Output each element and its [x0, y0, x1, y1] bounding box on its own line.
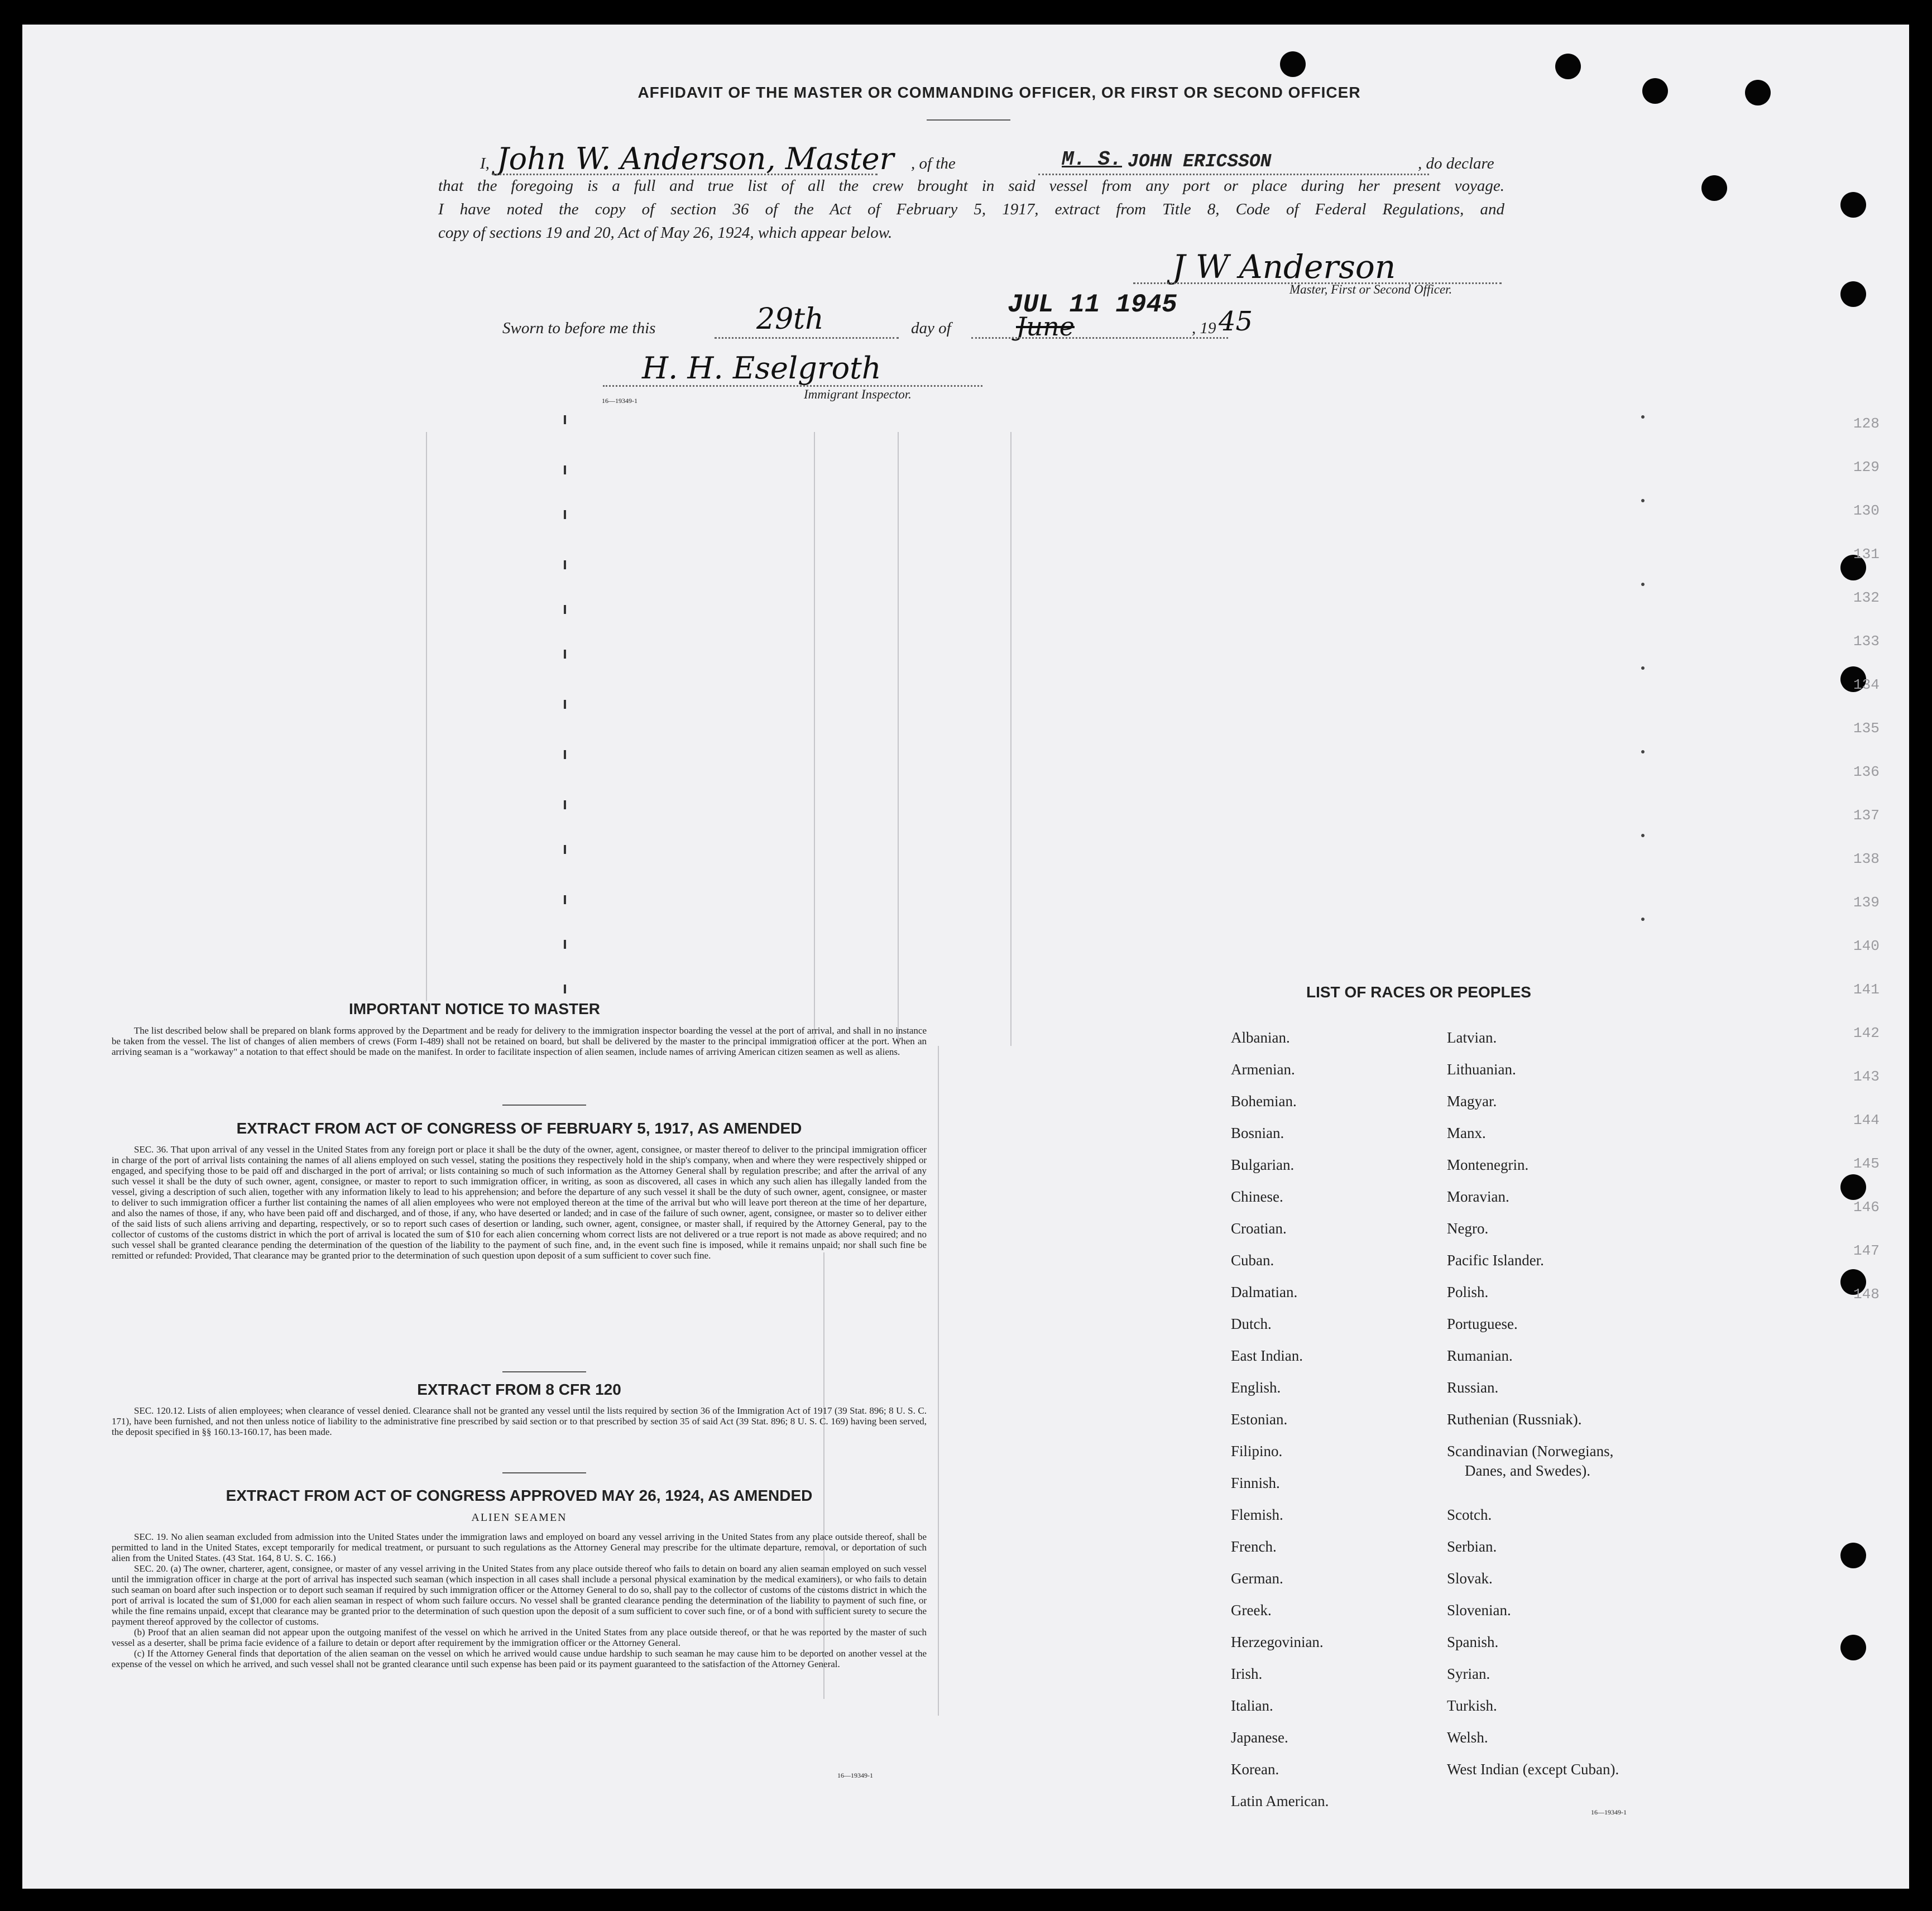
race-item: Spanish.	[1447, 1634, 1499, 1650]
day-field-line	[715, 337, 899, 339]
section-divider	[502, 1472, 586, 1473]
race-item: Bosnian.	[1231, 1125, 1284, 1141]
extract-cfr-title: EXTRACT FROM 8 CFR 120	[417, 1381, 621, 1398]
column-tick	[564, 800, 566, 809]
column-tick	[564, 415, 566, 424]
dot-mark	[1641, 834, 1645, 837]
master-signature: J W Anderson	[1172, 248, 1396, 286]
body-line: that the foregoing is a full and true list of all the crew brought in said vessel from any port or place during her present voyage.	[438, 177, 1504, 195]
column-rule	[426, 432, 427, 1001]
sec-19-text: SEC. 19. No alien seaman excluded from admission into the United States under the immigration laws and employed on board any vessel arriving in the United States from any place outside thereof, shall be permitted to land in the United States, except temporarily for medical treatment, or pursuant to such regulations as the Attorney General may prescribe for the ultimate departure, removal, or deportation of such alien from the United States. (43 Stat. 164, 8 U. S. C. 166.)	[112, 1531, 927, 1563]
race-item: Slovak.	[1447, 1570, 1493, 1587]
day-handwritten: 29th	[756, 303, 824, 336]
i-label: I,	[480, 155, 490, 172]
race-item: Latvian.	[1447, 1029, 1497, 1046]
signer-handwritten: John W. Anderson, Master	[497, 141, 894, 176]
sec-20c-text: (c) If the Attorney General finds that deportation of the alien seaman on the vessel on which he arrived would cause undue hardship to such seaman he may cause him to be deported on another vessel at the expense of the vessel on which he arrived, and such vessel shall not be granted clearance until such expense has been paid or its payment guaranteed to the satisfaction of the Attorney General.	[112, 1648, 927, 1669]
punch-hole	[1642, 78, 1668, 104]
race-item: Negro.	[1447, 1220, 1489, 1237]
race-item: West Indian (except Cuban).	[1447, 1761, 1619, 1778]
race-item: Bohemian.	[1231, 1093, 1297, 1110]
column-tick	[564, 985, 566, 993]
section-divider	[502, 1371, 586, 1372]
line-number: 129	[1853, 459, 1880, 476]
line-number: 148	[1853, 1286, 1880, 1303]
line-number: 132	[1853, 589, 1880, 606]
race-item: Rumanian.	[1447, 1347, 1513, 1364]
line-number: 144	[1853, 1112, 1880, 1129]
dot-mark	[1641, 750, 1645, 753]
line-number: 141	[1853, 981, 1880, 998]
line-number: 143	[1853, 1068, 1880, 1085]
affidavit-title: AFFIDAVIT OF THE MASTER OR COMMANDING OFFICER, OR FIRST OR SECOND OFFICER	[637, 84, 1361, 101]
race-item: Estonian.	[1231, 1411, 1288, 1428]
year-prefix: , 19	[1192, 319, 1216, 337]
column-tick	[564, 895, 566, 904]
punch-hole	[1840, 1174, 1866, 1200]
race-item: Herzegovinian.	[1231, 1634, 1324, 1650]
sec-20b-text: (b) Proof that an alien seaman did not appear upon the outgoing manifest of the vessel on which he arrived in the United States from any place outside thereof, or that he was reported by the master of such vessel as a deserter, shall be prima facie evidence of a failure to detain or deport after requirement by the immigration officer or the Attorney General.	[112, 1627, 927, 1648]
inspector-signature: H. H. Eselgroth	[642, 350, 881, 386]
dot-mark	[1641, 415, 1645, 419]
column-rule	[898, 432, 899, 1046]
extract-cfr-body: SEC. 120.12. Lists of alien employees; when clearance of vessel denied. Clearance shall not be granted any vessel until the lists required by section 36 of the Immigration Act of 1917 (39 Stat. 896; 8 U. S. C. 171), have been furnished, and not then unless notice of liability to the administrative fine prescribed by said section or to that prescribed by section 35 of said Act (39 Stat. 896; 8 U. S. C. 169) having been served, the deposit specified in §§ 160.13-160.17, has been made.	[112, 1405, 927, 1437]
race-item: Lithuanian.	[1447, 1061, 1516, 1078]
race-item: Polish.	[1447, 1284, 1489, 1300]
of-the-label: , of the	[911, 155, 956, 172]
column-tick	[564, 750, 566, 759]
race-item: Irish.	[1231, 1665, 1263, 1682]
extract-1917-title: EXTRACT FROM ACT OF CONGRESS OF FEBRUARY 5, 1917, AS AMENDED	[236, 1120, 802, 1137]
race-item: Japanese.	[1231, 1729, 1288, 1746]
line-number: 139	[1853, 894, 1880, 911]
column-rule	[1010, 432, 1011, 1046]
form-number: 16—19349-1	[602, 397, 637, 405]
column-tick	[564, 700, 566, 709]
body-line: I have noted the copy of section 36 of the Act of February 5, 1917, extract from Title 8, Code of Federal Regulations, and	[438, 200, 1504, 218]
races-right-column	[1447, 1029, 1760, 1866]
races-left-column	[1231, 1029, 1443, 1866]
punch-hole	[1840, 1635, 1866, 1660]
body-line: copy of sections 19 and 20, Act of May 26, 1924, which appear below.	[438, 224, 893, 242]
race-item: Croatian.	[1231, 1220, 1287, 1237]
extract-1917-body: SEC. 36. That upon arrival of any vessel in the United States from any foreign port or place it shall be the duty of the owner, agent, consignee, or master thereof to deliver to the principal immigration officer in charge of the port of arrival lists containing the names of all aliens employed on such vessel, stating the positions they respectively hold in the ship's company, when and where they were respectively shipped or engaged, and specifying those to be paid off and discharged in the port of arrival; or lists containing so much of such information as the Attorney General shall by regulation prescribe; and after the arrival of any such vessel it shall be the duty of such owner, agent, consignee, or master to report to such immigration officer, in writing, as soon as discovered, all cases in which any such alien has illegally landed from the vessel, giving a description of such alien, together with any information likely to lead to his apprehension; and before the departure of any such vessel it shall be the duty of such owner, agent, consignee, or master to deliver to such immigration officer a further list containing the names of all alien employees who were not employed thereon at the time of the arrival but who will leave port thereon at the time of her departure, and also the names of those, if any, who have been paid off and discharged, and of those, if any, who have deserted or landed; and in case of the failure of such owner, agent, consignee, or master so to deliver either of the said lists of such aliens arriving and departing, respectively, or so to report such cases of desertion or landing, such owner, agent, consignee, or master shall, if required by the Attorney General, pay to the collector of customs of the customs district in which the port of arrival is located the sum of $10 for each alien concerning whom correct lists are not delivered or a true report is not made as above required; and no such vessel shall be granted clearance pending the determination of the question of the liability to the payment of such fine, and, in the event such fine is imposed, while it remains unpaid; nor shall such fine be remitted or refunded: Provided, That clearance may be granted prior to the determination of such question upon deposit of a sum sufficient to cover such fine.	[112, 1144, 927, 1261]
race-item: English.	[1231, 1379, 1281, 1396]
inspector-signature-line	[603, 385, 982, 387]
race-item: Portuguese.	[1447, 1315, 1518, 1332]
vessel-name: JOHN ERICSSON	[1128, 151, 1272, 172]
column-tick	[564, 940, 566, 949]
dot-mark	[1641, 499, 1645, 502]
punch-hole	[1840, 192, 1866, 218]
races-title: LIST OF RACES OR PEOPLES	[1306, 983, 1531, 1001]
line-number: 137	[1853, 807, 1880, 824]
race-item: Pacific Islander.	[1447, 1252, 1544, 1269]
line-number: 142	[1853, 1025, 1880, 1041]
race-item: Dutch.	[1231, 1315, 1272, 1332]
declaration-body	[438, 174, 1504, 244]
line-number: 130	[1853, 502, 1880, 519]
line-number: 135	[1853, 720, 1880, 737]
manifest-page	[22, 25, 1909, 1889]
race-item: Dalmatian.	[1231, 1284, 1298, 1300]
race-item: Albanian.	[1231, 1029, 1290, 1046]
form-number: 16—19349-1	[837, 1771, 873, 1779]
line-number: 147	[1853, 1242, 1880, 1259]
form-number: 16—19349-1	[1591, 1808, 1627, 1816]
column-rule	[938, 1046, 939, 1716]
race-item: Magyar.	[1447, 1093, 1497, 1110]
day-of-label: day of	[911, 319, 951, 337]
race-item: Syrian.	[1447, 1665, 1490, 1682]
race-item: Welsh.	[1447, 1729, 1488, 1746]
race-item: Turkish.	[1447, 1697, 1497, 1714]
date-stamp: JUL 11 1945	[1008, 290, 1177, 319]
notice-title: IMPORTANT NOTICE TO MASTER	[348, 1000, 601, 1017]
line-number: 146	[1853, 1199, 1880, 1216]
column-tick	[564, 605, 566, 614]
race-item: Greek.	[1231, 1602, 1272, 1619]
race-item: Serbian.	[1447, 1538, 1497, 1555]
race-item: Ruthenian (Russniak).	[1447, 1411, 1582, 1428]
alien-seamen-subtitle: ALIEN SEAMEN	[471, 1511, 567, 1524]
race-item: Moravian.	[1447, 1188, 1509, 1205]
race-item: Flemish.	[1231, 1506, 1283, 1523]
title-divider	[927, 119, 1010, 121]
punch-hole	[1701, 175, 1727, 201]
race-item: Scotch.	[1447, 1506, 1492, 1523]
line-number: 140	[1853, 938, 1880, 954]
column-tick	[564, 560, 566, 569]
column-rule	[814, 432, 815, 1046]
race-item: Latin American.	[1231, 1793, 1329, 1809]
line-number: 131	[1853, 546, 1880, 563]
master-caption: Master, First or Second Officer.	[1289, 282, 1452, 296]
race-item: Korean.	[1231, 1761, 1279, 1778]
line-number: 145	[1853, 1155, 1880, 1172]
race-item: East Indian.	[1231, 1347, 1303, 1364]
race-item: Chinese.	[1231, 1188, 1283, 1205]
punch-hole	[1840, 281, 1866, 307]
column-tick	[564, 845, 566, 854]
race-item: Manx.	[1447, 1125, 1486, 1141]
race-item: Danes, and Swedes).	[1465, 1462, 1590, 1479]
punch-hole	[1280, 51, 1306, 77]
faint-marks	[1641, 415, 1647, 973]
line-number: 133	[1853, 633, 1880, 650]
inspector-caption: Immigrant Inspector.	[804, 387, 912, 401]
dot-mark	[1641, 918, 1645, 921]
race-item: Italian.	[1231, 1697, 1273, 1714]
punch-hole	[1745, 80, 1771, 105]
column-tick	[564, 510, 566, 519]
race-item: Slovenian.	[1447, 1602, 1511, 1619]
race-item: Scandinavian (Norwegians,	[1447, 1443, 1614, 1459]
sworn-label: Sworn to before me this	[502, 319, 656, 337]
race-item: Russian.	[1447, 1379, 1499, 1396]
punch-hole	[1840, 1543, 1866, 1568]
race-item: Filipino.	[1231, 1443, 1283, 1459]
race-item: Cuban.	[1231, 1252, 1274, 1269]
race-item: Armenian.	[1231, 1061, 1295, 1078]
line-number: 134	[1853, 676, 1880, 693]
notice-body: The list described below shall be prepared on blank forms approved by the Department and be ready for delivery to the immigration inspector boarding the vessel at the port of arrival, and shall in no instance be taken from the vessel. The list of changes of alien members of crews (Form I-489) shall not be retained on board, but shall be delivered by the master to the principal immigration officer at the port. When an arriving seaman is a "workaway" a notation to that effect should be made on the manifest. In order to facilitate inspection of alien seamen, include names of arriving American citizen seamen as well as aliens.	[112, 1025, 927, 1057]
dot-mark	[1641, 583, 1645, 586]
column-tick	[564, 465, 566, 474]
punch-hole	[1555, 54, 1581, 79]
sworn-line	[480, 290, 1317, 347]
column-tick	[564, 650, 566, 659]
do-declare-label: , do declare	[1418, 155, 1494, 172]
extract-1924-title: EXTRACT FROM ACT OF CONGRESS APPROVED MAY 26, 1924, AS AMENDED	[226, 1487, 813, 1504]
year-handwritten: 45	[1219, 306, 1253, 337]
line-number: 136	[1853, 764, 1880, 780]
month-field-line	[971, 337, 1228, 339]
sec-20a-text: SEC. 20. (a) The owner, charterer, agent, consignee, or master of any vessel arriving in the United States from any place outside thereof who fails to detain on board any alien seaman employed on such vessel until the immigration officer in charge at the port of arrival has inspected such seaman (which inspection in all cases shall include a personal physical examination by the medical examiners), or who fails to detain such seaman on board after such inspection or to deport such seaman if required by such immigration officer or the Attorney General to do so, shall pay to the collector of customs of the customs district in which the port of arrival is located the sum of $1,000 for each alien seaman in respect of whom such failure occurs. No vessel shall be granted clearance pending the determination of the liability to payment of such fine, or while the fine remains unpaid, except that clearance may be granted prior to the determination of such question upon the deposit of a sum sufficient to cover such fine, or of a bond with sufficient surety to secure the payment thereof approved by the collector of customs.	[112, 1563, 927, 1627]
extract-1924-body	[112, 1531, 927, 1669]
race-item: Montenegrin.	[1447, 1156, 1529, 1173]
month-handwritten: June	[1016, 311, 1075, 342]
race-item: French.	[1231, 1538, 1277, 1555]
declaration-line-1	[458, 141, 1507, 178]
race-item: German.	[1231, 1570, 1283, 1587]
vessel-prefix: M. S.	[1062, 148, 1123, 171]
line-number: 128	[1853, 415, 1880, 432]
line-number: 138	[1853, 851, 1880, 867]
section-divider	[502, 1105, 586, 1106]
race-item: Finnish.	[1231, 1475, 1280, 1491]
dot-mark	[1641, 666, 1645, 670]
race-item: Bulgarian.	[1231, 1156, 1295, 1173]
